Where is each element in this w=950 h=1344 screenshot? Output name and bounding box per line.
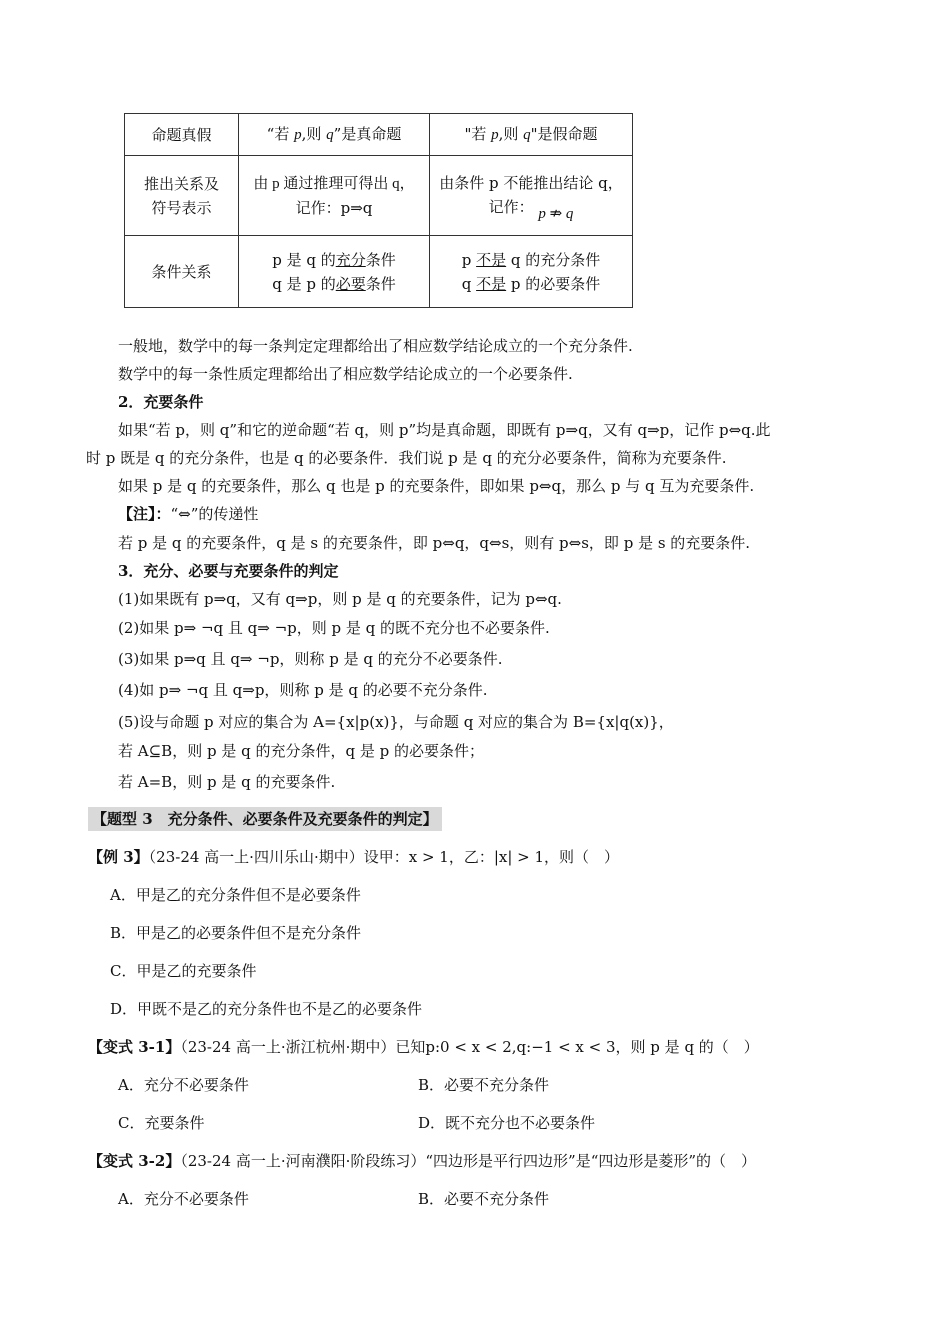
list-item: (3)如果 p⇒q 且 q⇒ ¬p，则称 p 是 q 的充分不必要条件. — [118, 650, 503, 668]
note: 【注】：“⇔”的传递性 — [118, 505, 259, 523]
variant-stem: 【变式 3-2】（23-24 高一上·河南濮阳·阶段练习）“四边形是平行四边形”是“四边形是菱形”的（ ） — [88, 1152, 757, 1170]
table-cell: “若 p,则 q”是真命题 — [239, 114, 430, 156]
option-d[interactable]: D．甲既不是乙的充分条件也不是乙的必要条件 — [110, 1000, 423, 1018]
table-row — [125, 236, 633, 308]
question-type-banner: 【题型 3 充分条件、必要条件及充要条件的判定】 — [88, 807, 442, 831]
list-item: (1)如果既有 p⇒q，又有 q⇒p，则 p 是 q 的充要条件，记为 p⇔q. — [118, 590, 562, 608]
option-a[interactable]: A．充分不必要条件 — [118, 1190, 249, 1208]
table-row — [125, 114, 633, 156]
paragraph: 若 p 是 q 的充要条件，q 是 s 的充要条件，即 p⇔q，q⇔s，则有 p⇔s，即 p 是 s 的充要条件. — [118, 534, 751, 552]
example-stem: 【例 3】（23-24 高一上·四川乐山·期中）设甲：x > 1，乙：|x| > 1，则（ ） — [88, 848, 620, 866]
list-item: (5)设与命题 p 对应的集合为 A={x|p(x)}，与命题 q 对应的集合为 B={x|q(x)}， — [118, 713, 674, 731]
paragraph: 数学中的每一条性质定理都给出了相应数学结论成立的一个必要条件. — [118, 365, 573, 383]
table-cell: p 不是 q 的充分条件 q 不是 p 的必要条件 — [430, 236, 633, 308]
table-cell: p 是 q 的充分条件 q 是 p 的必要条件 — [239, 236, 430, 308]
paragraph: 如果“若 p，则 q”和它的逆命题“若 q，则 p”均是真命题，即既有 p⇒q，又有 q⇒p，记作 p⇔q.此 — [118, 421, 771, 439]
option-c[interactable]: C．甲是乙的充要条件 — [110, 962, 257, 980]
paragraph: 一般地，数学中的每一条判定定理都给出了相应数学结论成立的一个充分条件. — [118, 337, 633, 355]
table-cell: 由条件 p 不能推出结论 q， 记作： p ⇏ q — [430, 156, 633, 236]
paragraph: 如果 p 是 q 的充要条件，那么 q 也是 p 的充要条件，即如果 p⇔q，那么 p 与 q 互为充要条件. — [118, 477, 755, 495]
table-cell: "若 p,则 q"是假命题 — [430, 114, 633, 156]
table-cell: 推出关系及 符号表示 — [125, 156, 239, 236]
list-item: (2)如果 p⇒ ¬q 且 q⇒ ¬p，则 p 是 q 的既不充分也不必要条件. — [118, 619, 550, 637]
table-cell: 由 p 通过推理可得出 q， 记作：p⇒q — [239, 156, 430, 236]
option-a[interactable]: A．甲是乙的充分条件但不是必要条件 — [110, 886, 361, 904]
option-c[interactable]: C．充要条件 — [118, 1114, 205, 1132]
section-heading: 2．充要条件 — [118, 393, 204, 411]
option-b[interactable]: B．必要不充分条件 — [418, 1190, 550, 1208]
option-b[interactable]: B．必要不充分条件 — [418, 1076, 550, 1094]
section-heading: 3．充分、必要与充要条件的判定 — [118, 562, 339, 580]
list-item: (4)如 p⇒ ¬q 且 q⇒p，则称 p 是 q 的必要不充分条件. — [118, 681, 488, 699]
list-item: 若 A⊆B，则 p 是 q 的充分条件，q 是 p 的必要条件； — [118, 742, 484, 760]
table-cell: 条件关系 — [125, 236, 239, 308]
list-item: 若 A=B，则 p 是 q 的充要条件. — [118, 773, 336, 791]
paragraph: 时 p 既是 q 的充分条件，也是 q 的必要条件．我们说 p 是 q 的充分必要条件，简称为充要条件. — [86, 449, 727, 467]
option-d[interactable]: D．既不充分也不必要条件 — [418, 1114, 596, 1132]
condition-table — [124, 113, 633, 308]
option-a[interactable]: A．充分不必要条件 — [118, 1076, 249, 1094]
table-cell: 命题真假 — [125, 114, 239, 156]
table-row — [125, 156, 633, 236]
variant-stem: 【变式 3-1】（23-24 高一上·浙江杭州·期中）已知p:0 < x < 2,q:−1 < x < 3，则 p 是 q 的（ ） — [88, 1038, 759, 1056]
option-b[interactable]: B．甲是乙的必要条件但不是充分条件 — [110, 924, 362, 942]
